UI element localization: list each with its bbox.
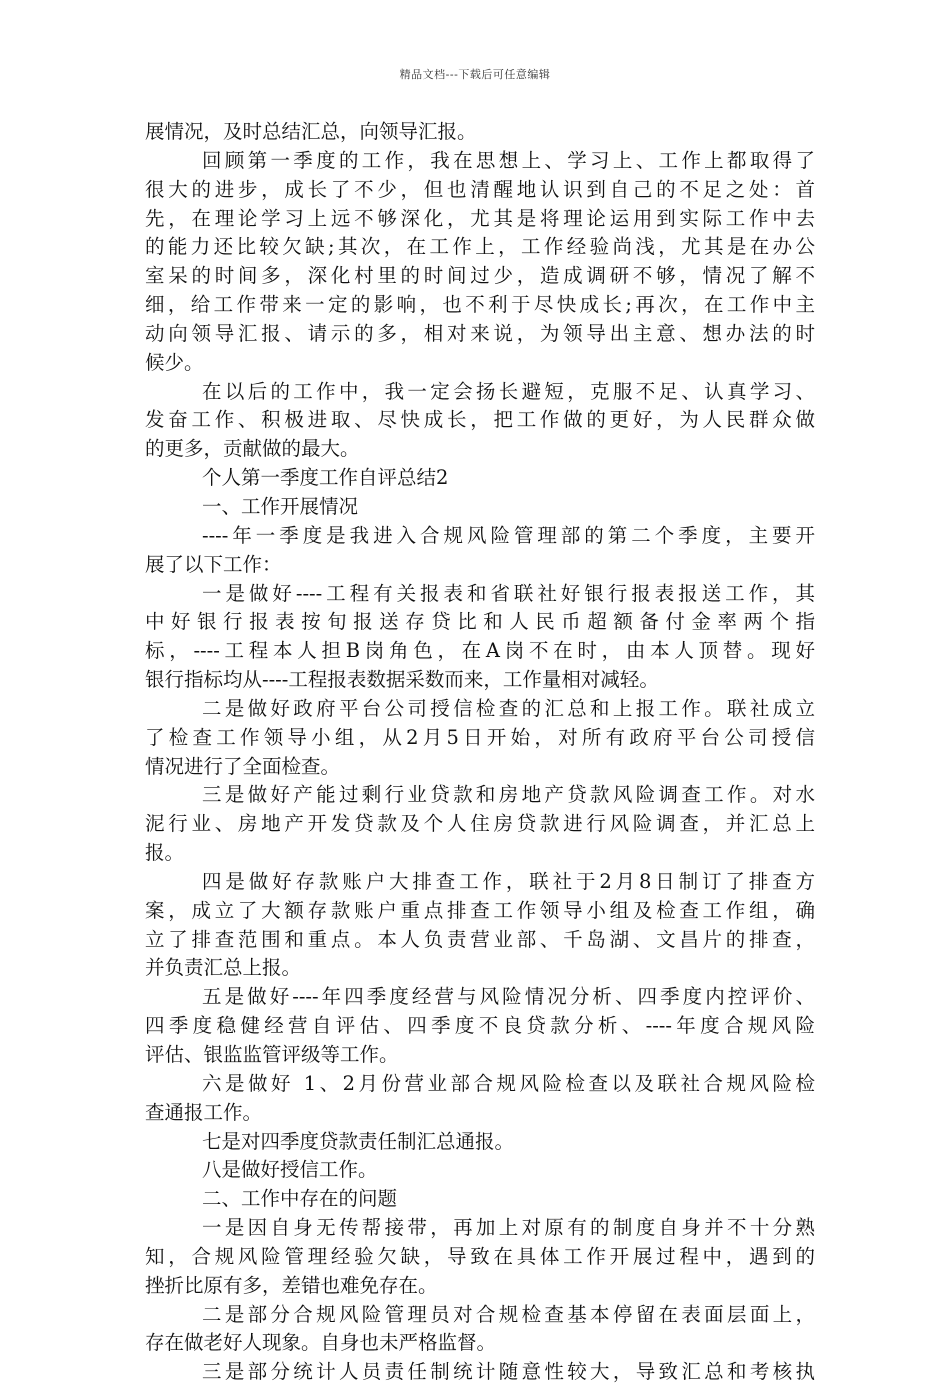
text-line: 一是因自身无传帮接带，再加上对原有的制度自身并不十分熟 bbox=[202, 1216, 815, 1240]
text-line: 案，成立了大额存款账户重点排查工作领导小组及检查工作组，确 bbox=[145, 898, 815, 922]
text-line: 三是做好产能过剩行业贷款和房地产贷款风险调查工作。对水 bbox=[202, 783, 815, 807]
text-line: 二是做好政府平台公司授信检查的汇总和上报工作。联社成立 bbox=[202, 696, 815, 720]
text-line: 四是做好存款账户大排查工作，联社于2月8日制订了排查方 bbox=[202, 869, 815, 893]
text-line: 细，给工作带来一定的影响，也不利于尽快成长;再次，在工作中主 bbox=[145, 293, 815, 317]
text-line: 三是部分统计人员责任制统计随意性较大，导致汇总和考核执 bbox=[202, 1360, 815, 1384]
text-line: 挫折比原有多，差错也难免存在。 bbox=[145, 1273, 438, 1297]
text-line: 七是对四季度贷款责任制汇总通报。 bbox=[202, 1129, 515, 1153]
text-line: ----年一季度是我进入合规风险管理部的第二个季度，主要开 bbox=[202, 523, 815, 547]
text-line: 五是做好----年四季度经营与风险情况分析、四季度内控评价、 bbox=[202, 985, 815, 1009]
text-line: 情况进行了全面检查。 bbox=[145, 754, 341, 778]
text-line: 存在做老好人现象。自身也未严格监督。 bbox=[145, 1331, 497, 1355]
text-line: 评估、银监监管评级等工作。 bbox=[145, 1043, 399, 1066]
text-line: 立了排查范围和重点。本人负责营业部、千岛湖、文昌片的排查， bbox=[145, 927, 815, 951]
text-line: 展情况，及时总结汇总，向领导汇报。 bbox=[145, 120, 477, 143]
text-line: 知，合规风险管理经验欠缺，导致在具体工作开展过程中，遇到的 bbox=[145, 1244, 815, 1268]
text-line: 二是部分合规风险管理员对合规检查基本停留在表面层面上， bbox=[202, 1302, 815, 1326]
text-line: 四季度稳健经营自评估、四季度不良贷款分析、----年度合规风险 bbox=[145, 1014, 815, 1038]
text-line: 查通报工作。 bbox=[145, 1100, 263, 1124]
text-line: 报。 bbox=[145, 841, 185, 865]
text-line: 个人第一季度工作自评总结2 bbox=[202, 466, 449, 490]
text-line: 先，在理论学习上远不够深化，尤其是将理论运用到实际工作中去 bbox=[145, 206, 815, 230]
text-line: 发奋工作、积极进取、尽快成长，把工作做的更好，为人民群众做 bbox=[145, 408, 815, 432]
text-line: 一是做好----工程有关报表和省联社好银行报表报送工作，其 bbox=[202, 581, 815, 605]
text-line: 的能力还比较欠缺;其次，在工作上，工作经验尚浅，尤其是在办公 bbox=[145, 235, 815, 259]
text-line: 泥行业、房地产开发贷款及个人住房贷款进行风险调查，并汇总上 bbox=[145, 812, 815, 836]
text-line: 室呆的时间多，深化村里的时间过少，造成调研不够，情况了解不 bbox=[145, 264, 815, 288]
text-line: 并负责汇总上报。 bbox=[145, 956, 302, 980]
text-line: 中好银行报表按旬报送存贷比和人民币超额备付金率两个指 bbox=[145, 610, 815, 634]
text-line: 六是做好 1、2月份营业部合规风险检查以及联社合规风险检 bbox=[202, 1071, 815, 1095]
text-line: 八是做好授信工作。 bbox=[202, 1158, 378, 1182]
text-line: 候少。 bbox=[145, 350, 204, 374]
text-line: 一、工作开展情况 bbox=[202, 494, 359, 518]
text-line: 动向领导汇报、请示的多，相对来说，为领导出主意、想办法的时 bbox=[145, 321, 815, 345]
text-line: 展了以下工作： bbox=[145, 552, 282, 576]
text-line: 标，----工程本人担B岗角色，在A岗不在时，由本人顶替。现好 bbox=[145, 639, 815, 663]
text-line: 回顾第一季度的工作，我在思想上、学习上、工作上都取得了 bbox=[202, 148, 815, 172]
text-line: 银行指标均从----工程报表数据采数而来，工作量相对减轻。 bbox=[145, 668, 659, 692]
text-line: 的更多，贡献做的最大。 bbox=[145, 437, 360, 461]
page-header: 精品文档---下载后可任意编辑 bbox=[399, 68, 551, 81]
text-line: 在以后的工作中，我一定会扬长避短，克服不足、认真学习、 bbox=[202, 379, 815, 403]
text-line: 二、工作中存在的问题 bbox=[202, 1187, 398, 1211]
document-body bbox=[145, 118, 815, 1387]
text-line: 很大的进步，成长了不少，但也清醒地认识到自己的不足之处：首 bbox=[145, 177, 815, 201]
text-line: 了检查工作领导小组，从2月5日开始，对所有政府平台公司授信 bbox=[145, 725, 815, 749]
